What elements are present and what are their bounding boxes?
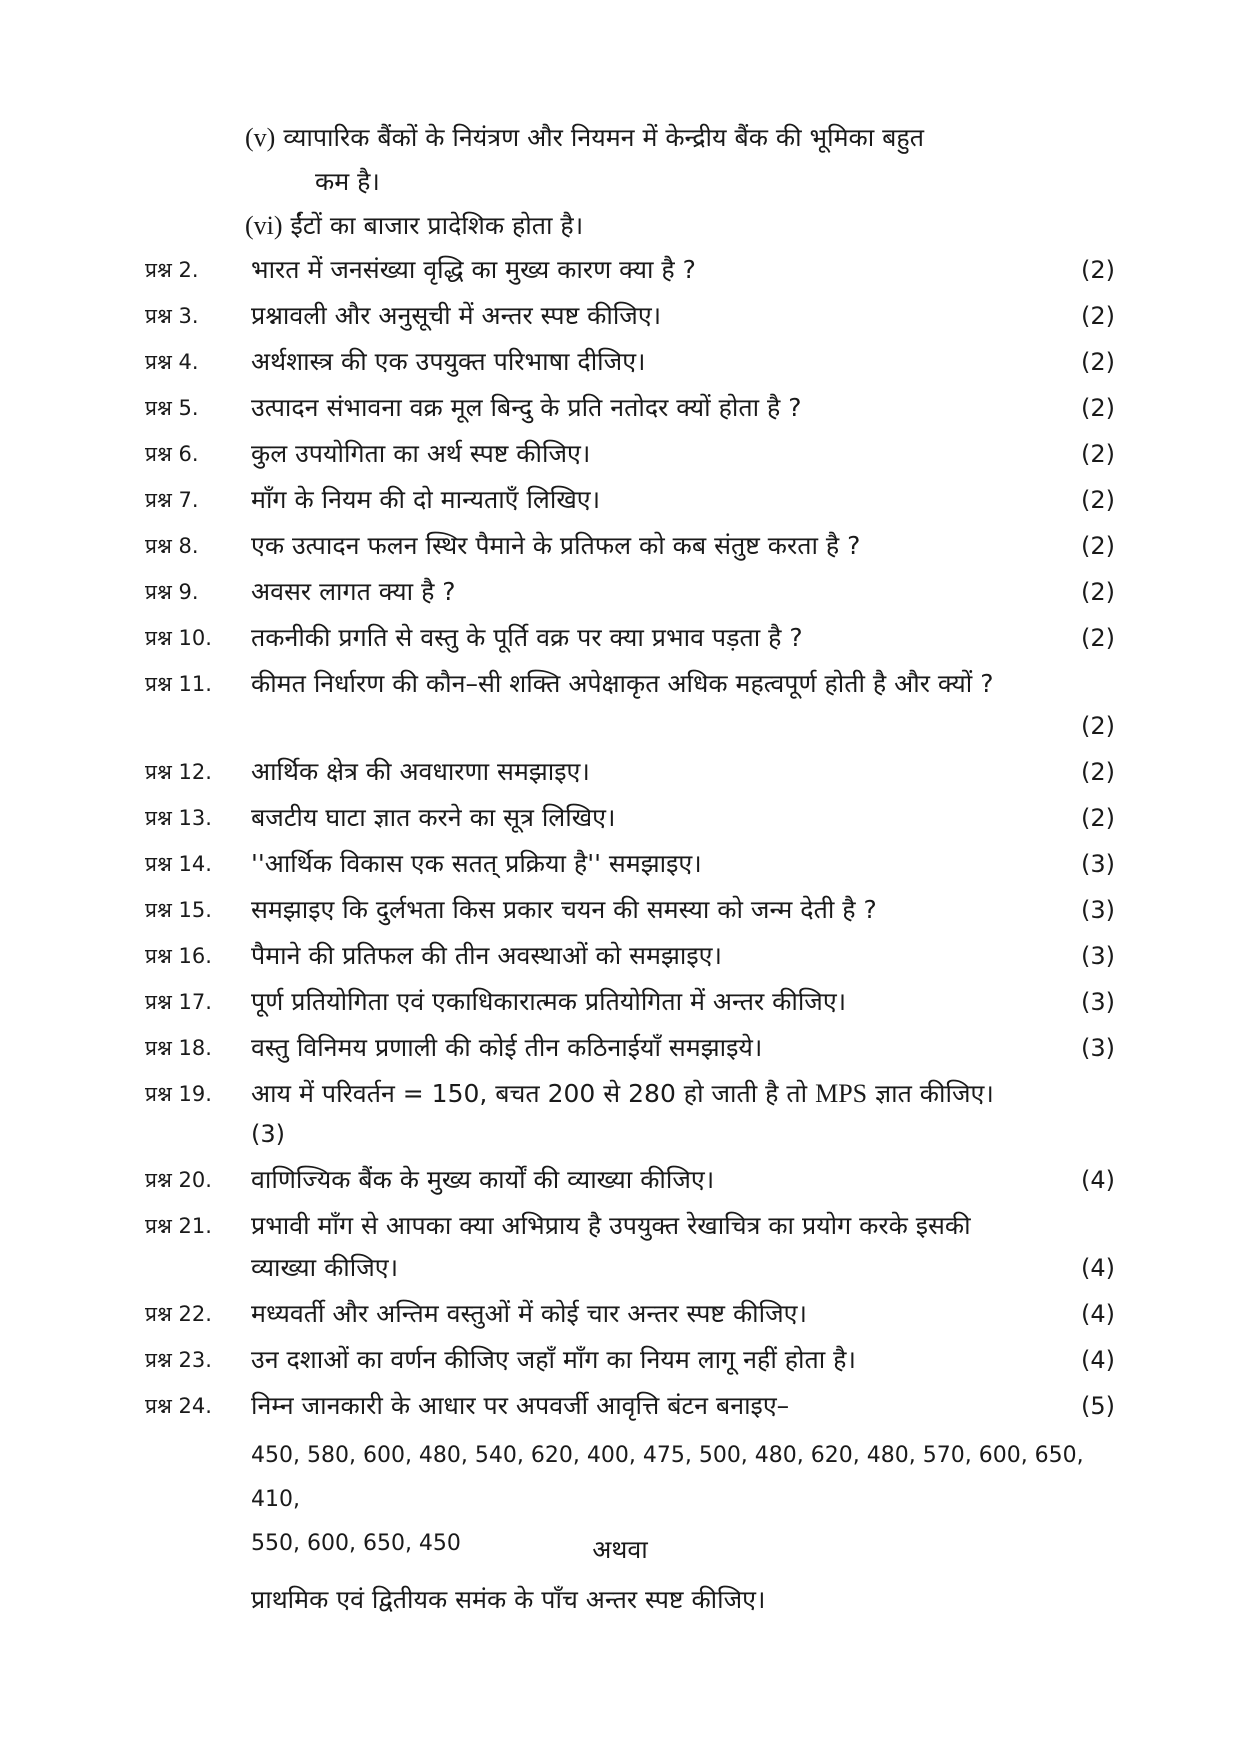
question-label: प्रश्न 9.: [145, 580, 199, 604]
alternative-question: प्राथमिक एवं द्वितीयक समंक के पाँच अन्तर स्पष्ट कीजिए।: [251, 1585, 766, 1614]
question-text-part: ज्ञात कीजिए।: [875, 1079, 994, 1108]
question-text: तकनीकी प्रगति से वस्तु के पूर्ति वक्र पर क्या प्रभाव पड़ता है ?: [251, 623, 803, 652]
question-label: प्रश्न 14.: [145, 852, 212, 876]
question-2: [145, 250, 1115, 290]
question-marks: (2): [1081, 578, 1115, 606]
question-marks: (3): [1081, 942, 1115, 970]
question-text: उन दशाओं का वर्णन कीजिए जहाँ माँग का नियम लागू नहीं होता है।: [251, 1345, 856, 1374]
question-text: प्रश्नावली और अनुसूची में अन्तर स्पष्ट कीजिए।: [251, 301, 662, 330]
question-11: [145, 664, 1115, 704]
question-19-marks: (3): [251, 1120, 285, 1148]
question-label: प्रश्न 6.: [145, 442, 199, 466]
sub-item-text: ईंटों का बाजार प्रादेशिक होता है।: [290, 211, 584, 240]
question-marks: (3): [1081, 1034, 1115, 1062]
question-23: [145, 1340, 1115, 1380]
question-15: [145, 890, 1115, 930]
question-marks: (4): [1081, 1300, 1115, 1328]
question-8: [145, 526, 1115, 566]
question-marks: (2): [1081, 486, 1115, 514]
question-text: [251, 1074, 994, 1114]
question-marks: (2): [1081, 302, 1115, 330]
question-text: कुल उपयोगिता का अर्थ स्पष्ट कीजिए।: [251, 439, 591, 468]
question-text: ''आर्थिक विकास एक सतत् प्रक्रिया है'' समझाइए।: [251, 849, 702, 878]
question-text: बजटीय घाटा ज्ञात करने का सूत्र लिखिए।: [251, 803, 616, 832]
question-text: भारत में जनसंख्या वृद्धि का मुख्य कारण क्या है ?: [251, 255, 696, 284]
question-text: अवसर लागत क्या है ?: [251, 577, 456, 606]
question-text: पूर्ण प्रतियोगिता एवं एकाधिकारात्मक प्रतियोगिता में अन्तर कीजिए।: [251, 987, 847, 1016]
question-marks: (5): [1081, 1392, 1115, 1420]
question-text: निम्न जानकारी के आधार पर अपवर्जी आवृत्ति बंटन बनाइए–: [251, 1391, 790, 1420]
question-text: अर्थशास्त्र की एक उपयुक्त परिभाषा दीजिए।: [251, 347, 646, 376]
question-label: प्रश्न 2.: [145, 258, 199, 282]
question-label: प्रश्न 21.: [145, 1214, 212, 1238]
question-21: [145, 1206, 1115, 1246]
question-21-continued: [145, 1248, 1115, 1288]
question-marks: (3): [1081, 988, 1115, 1016]
question-6: [145, 434, 1115, 474]
question-label: प्रश्न 3.: [145, 304, 199, 328]
question-label: प्रश्न 23.: [145, 1348, 212, 1372]
question-5: [145, 388, 1115, 428]
question-label: प्रश्न 22.: [145, 1302, 212, 1326]
question-19: [145, 1074, 1115, 1114]
question-marks: (4): [1081, 1166, 1115, 1194]
question-18: [145, 1028, 1115, 1068]
question-label: प्रश्न 11.: [145, 672, 212, 696]
question-label: प्रश्न 19.: [145, 1082, 212, 1106]
sub-item-number: (vi): [245, 211, 283, 240]
question-marks: (3): [1081, 896, 1115, 924]
question-text: माँग के नियम की दो मान्यताएँ लिखिए।: [251, 485, 601, 514]
question-text: कीमत निर्धारण की कौन–सी शक्ति अपेक्षाकृत अधिक महत्वपूर्ण होती है और क्यों ?: [251, 669, 994, 698]
question-label: प्रश्न 20.: [145, 1168, 212, 1192]
question-9: [145, 572, 1115, 612]
sub-item-text-continued: कम है।: [315, 167, 380, 196]
question-text: वाणिज्यिक बैंक के मुख्य कार्यों की व्याख्या कीजिए।: [251, 1165, 715, 1194]
q24-data-line: 550, 600, 650, 450: [251, 1531, 461, 1556]
question-label: प्रश्न 13.: [145, 806, 212, 830]
question-marks: (2): [1081, 348, 1115, 376]
question-label: प्रश्न 24.: [145, 1394, 212, 1418]
question-text: प्रभावी माँग से आपका क्या अभिप्राय है उपयुक्त रेखाचित्र का प्रयोग करके इसकी: [251, 1211, 971, 1240]
question-text: उत्पादन संभावना वक्र मूल बिन्दु के प्रति नतोदर क्यों होता है ?: [251, 393, 802, 422]
question-marks: (2): [1081, 440, 1115, 468]
question-text: आर्थिक क्षेत्र की अवधारणा समझाइए।: [251, 757, 590, 786]
question-label: प्रश्न 5.: [145, 396, 199, 420]
question-text: वस्तु विनिमय प्रणाली की कोई तीन कठिनाईयाँ समझाइये।: [251, 1033, 763, 1062]
question-label: प्रश्न 17.: [145, 990, 212, 1014]
question-label: प्रश्न 18.: [145, 1036, 212, 1060]
question-marks: (2): [1081, 804, 1115, 832]
question-4: [145, 342, 1115, 382]
question-marks: (2): [1081, 624, 1115, 652]
q24-data-line: 450, 580, 600, 480, 540, 620, 400, 475, 500, 480, 620, 480, 570, 600, 650, 410,: [251, 1443, 1084, 1512]
question-24: [145, 1386, 1115, 1426]
question-label: प्रश्न 8.: [145, 534, 199, 558]
question-7: [145, 480, 1115, 520]
sub-item-text: व्यापारिक बैंकों के नियंत्रण और नियमन में केन्द्रीय बैंक की भूमिका बहुत: [283, 123, 924, 152]
question-22: [145, 1294, 1115, 1334]
question-label: प्रश्न 7.: [145, 488, 199, 512]
sub-item-vi: [245, 204, 1115, 248]
or-label: अथवा: [592, 1535, 648, 1564]
question-marks: (4): [1081, 1346, 1115, 1374]
question-marks: (3): [1081, 850, 1115, 878]
question-13: [145, 798, 1115, 838]
question-20: [145, 1160, 1115, 1200]
question-text-part: आय में परिवर्तन = 150, बचत 200 से 280 हो जाती है तो: [251, 1079, 808, 1108]
sub-item-v: [245, 116, 1115, 204]
mps-term: MPS: [815, 1079, 868, 1108]
question-marks: (2): [1081, 256, 1115, 284]
question-10: [145, 618, 1115, 658]
question-14: [145, 844, 1115, 884]
question-12: [145, 752, 1115, 792]
question-label: प्रश्न 15.: [145, 898, 212, 922]
question-marks: (4): [1081, 1254, 1115, 1282]
question-label: प्रश्न 16.: [145, 944, 212, 968]
question-16: [145, 936, 1115, 976]
question-17: [145, 982, 1115, 1022]
question-text: एक उत्पादन फलन स्थिर पैमाने के प्रतिफल को कब संतुष्ट करता है ?: [251, 531, 861, 560]
question-label: प्रश्न 10.: [145, 626, 212, 650]
question-marks: (2): [1081, 532, 1115, 560]
question-text-continued: व्याख्या कीजिए।: [251, 1253, 399, 1282]
question-text: पैमाने की प्रतिफल की तीन अवस्थाओं को समझाइए।: [251, 941, 722, 970]
sub-item-number: (v): [245, 123, 276, 152]
question-marks: (2): [1081, 758, 1115, 786]
question-label: प्रश्न 4.: [145, 350, 199, 374]
question-3: [145, 296, 1115, 336]
question-marks: (2): [1081, 394, 1115, 422]
question-text: समझाइए कि दुर्लभता किस प्रकार चयन की समस्या को जन्म देती है ?: [251, 895, 877, 924]
question-11-marks: (2): [1081, 712, 1115, 740]
question-label: प्रश्न 12.: [145, 760, 212, 784]
question-text: मध्यवर्ती और अन्तिम वस्तुओं में कोई चार अन्तर स्पष्ट कीजिए।: [251, 1299, 807, 1328]
